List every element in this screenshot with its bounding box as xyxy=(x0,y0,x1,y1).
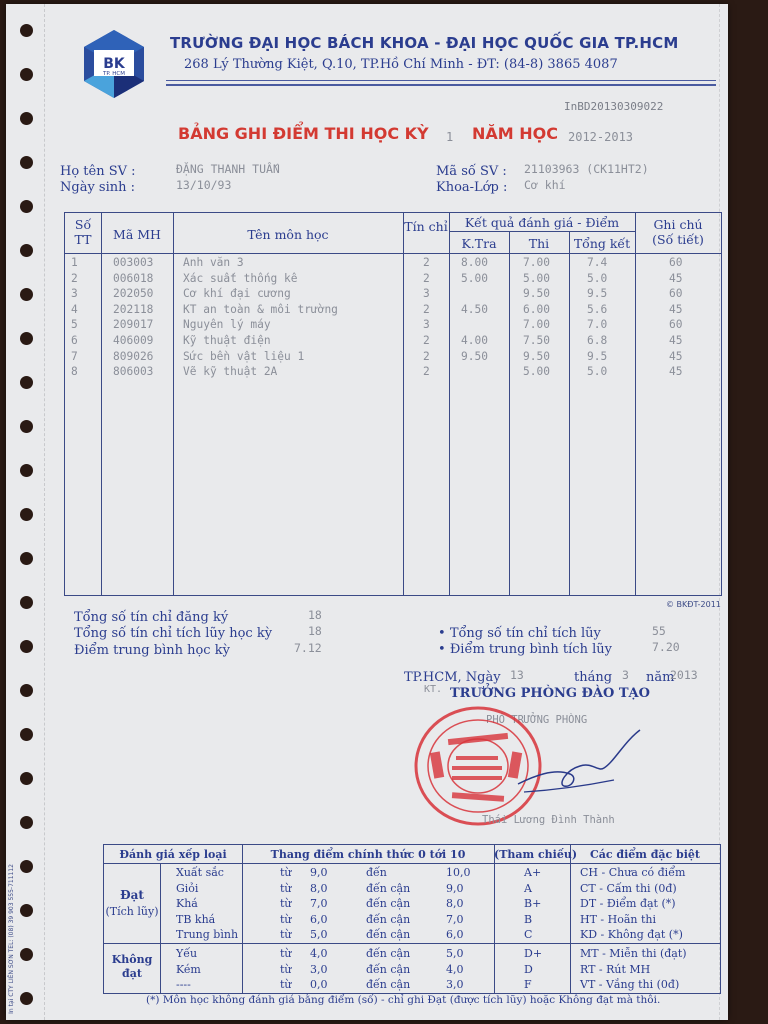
legend-from-word: từ xyxy=(280,866,292,879)
legend-to-word: đến cận xyxy=(366,962,411,976)
row-subject: Sức bền vật liệu 1 xyxy=(183,349,305,363)
row-stt: 1 xyxy=(71,256,78,269)
row-ktra: 4.00 xyxy=(461,334,488,347)
row-hours: 60 xyxy=(669,318,683,332)
row-subject: Vẽ kỹ thuật 2A xyxy=(183,365,278,379)
punch-hole xyxy=(20,684,33,697)
row-thi: 7.00 xyxy=(523,318,550,332)
row-thi: 9.50 xyxy=(523,287,550,301)
row-stt: 3 xyxy=(71,287,78,301)
legend-special: MT - Miễn thi (đạt) xyxy=(580,947,687,960)
legend-footnote: (*) Môn học không đánh giá bằng điểm (số) - chỉ ghi Đạt (được tích lũy) hoặc Không đạt mà thôi. xyxy=(146,994,661,1006)
row-hours: 45 xyxy=(669,365,683,379)
row-code: 406009 xyxy=(113,334,154,347)
col-thi: Thi xyxy=(528,236,550,251)
name-label: Họ tên SV xyxy=(60,164,128,179)
legend-from-word: từ xyxy=(280,962,292,976)
legend-rating-name: Xuất sắc xyxy=(176,866,224,879)
row-stt: 5 xyxy=(71,318,78,332)
legend-to-word: đến cận xyxy=(366,881,411,895)
punch-hole xyxy=(20,376,33,389)
row-credits: 3 xyxy=(423,318,430,332)
document-id: InBD20130309022 xyxy=(564,100,664,113)
row-ktra: 9.50 xyxy=(461,349,488,363)
punch-hole xyxy=(20,992,33,1005)
student-name: ĐẶNG THANH TUẤN xyxy=(176,162,280,176)
legend-group-pass: Đạt xyxy=(120,888,144,902)
legend-to-value: 8,0 xyxy=(446,897,464,911)
row-stt: 2 xyxy=(71,271,78,285)
row-total: 9.5 xyxy=(587,287,608,301)
date-of-birth: 13/10/93 xyxy=(176,178,232,192)
legend-ref: A+ xyxy=(524,866,542,879)
row-code: 809026 xyxy=(113,349,154,363)
row-subject: Cơ khí đại cương xyxy=(183,287,291,301)
col-code: Mã MH xyxy=(113,227,161,242)
row-subject: KT an toàn & môi trường xyxy=(183,302,338,316)
punch-hole xyxy=(20,508,33,521)
row-stt: 6 xyxy=(71,334,78,347)
row-total: 7.0 xyxy=(587,318,608,332)
punch-hole xyxy=(20,948,33,961)
punch-hole xyxy=(20,288,33,301)
punch-hole xyxy=(20,860,33,873)
legend-from-word: từ xyxy=(280,881,292,895)
legend-rating-name: Khá xyxy=(176,897,198,911)
legend-ref: B+ xyxy=(524,897,542,911)
header-rule-thick xyxy=(166,84,716,86)
row-code: 003003 xyxy=(113,256,154,269)
legend-to-value: 5,0 xyxy=(446,947,464,960)
cumulative-gpa-label: Điểm trung bình tích lũy xyxy=(449,642,612,657)
punch-hole xyxy=(20,24,33,37)
legend-special: DT - Điểm đạt (*) xyxy=(580,897,676,911)
row-hours: 45 xyxy=(669,271,683,285)
legend-rating-name: Yếu xyxy=(176,947,198,960)
legend-from-word: từ xyxy=(280,978,292,992)
semester-accum-label: Tổng số tín chỉ tích lũy học kỳ xyxy=(74,626,273,641)
punch-hole xyxy=(20,244,33,257)
student-id-label: Mã số SV xyxy=(436,164,499,179)
row-hours: 45 xyxy=(669,302,683,316)
year-label: năm xyxy=(646,670,675,685)
legend-ref: D xyxy=(524,962,533,976)
legend-from-value: 0,0 xyxy=(310,978,328,992)
legend-from-value: 3,0 xyxy=(310,962,328,976)
row-total: 5.6 xyxy=(587,302,608,316)
sign-month: 3 xyxy=(622,668,629,682)
legend-to-value: 9,0 xyxy=(446,881,464,895)
row-credits: 2 xyxy=(423,302,430,316)
legend-ref: F xyxy=(524,978,532,992)
place-date-label: TP.HCM, Ngày xyxy=(404,670,501,685)
dob-label: Ngày sinh xyxy=(60,180,127,195)
semester-gpa-label: Điểm trung bình học kỳ xyxy=(74,643,230,658)
legend-rating-name: Kém xyxy=(176,962,201,976)
school-address: 268 Lý Thường Kiệt, Q.10, TP.Hồ Chí Minh - ĐT: (84-8) 3865 4087 xyxy=(184,57,618,72)
registered-credits: 18 xyxy=(308,608,322,622)
punch-hole xyxy=(20,552,33,565)
legend-col-scale: Thang điểm chính thức 0 tới 10 xyxy=(270,848,466,861)
logo-subtext: TP. HCM xyxy=(102,71,126,77)
punch-hole xyxy=(20,640,33,653)
legend-from-value: 9,0 xyxy=(310,866,328,879)
month-label: tháng xyxy=(574,670,613,685)
punch-hole xyxy=(20,772,33,785)
faculty-label: Khoa-Lớp xyxy=(436,180,499,195)
legend-from-value: 5,0 xyxy=(310,928,328,942)
legend-ref: C xyxy=(524,928,533,942)
sign-day: 13 xyxy=(510,668,524,682)
col-total: Tổng kết xyxy=(573,236,631,251)
row-ktra: 4.50 xyxy=(461,302,488,316)
row-hours: 60 xyxy=(669,287,683,301)
legend-col-rating: Đánh giá xếp loại xyxy=(119,848,227,861)
punch-hole xyxy=(20,200,33,213)
row-stt: 4 xyxy=(71,302,78,316)
school-year-label: NĂM HỌC xyxy=(472,124,558,143)
punch-hole xyxy=(20,332,33,345)
row-thi: 5.00 xyxy=(523,365,550,379)
legend-to-word: đến cận xyxy=(366,928,411,942)
printer-note: In tại CTY LIÊN SƠN TEL: (08) 39 903 555-711112 xyxy=(8,864,15,1014)
signer-name: Thái Lương Đình Thành xyxy=(482,814,615,826)
legend-to-word: đến cận xyxy=(366,897,411,911)
legend-from-value: 4,0 xyxy=(310,947,328,960)
row-ktra: 8.00 xyxy=(461,256,488,269)
legend-ref: A xyxy=(524,881,532,895)
school-year: 2012-2013 xyxy=(568,130,634,144)
kt-label: KT. xyxy=(424,684,443,695)
legend-to-word: đến cận xyxy=(366,978,411,992)
student-id: 21103963 (CK11HT2) xyxy=(524,162,649,176)
faculty-class: Cơ khí xyxy=(524,178,566,192)
row-credits: 3 xyxy=(423,287,430,301)
legend-to-value: 6,0 xyxy=(446,928,464,942)
registered-credits-label: Tổng số tín chỉ đăng ký xyxy=(74,610,229,625)
legend-special: VT - Vắng thi (0đ) xyxy=(580,978,680,992)
cumulative-gpa: 7.20 xyxy=(652,640,680,654)
row-credits: 2 xyxy=(423,271,430,285)
punch-hole xyxy=(20,596,33,609)
document-title: BẢNG GHI ĐIỂM THI HỌC KỲ xyxy=(178,124,429,143)
row-total: 6.8 xyxy=(587,334,608,347)
legend-group-pass-sub: (Tích lũy) xyxy=(105,905,159,918)
grades-table xyxy=(64,212,722,596)
legend-to-word: đến cận xyxy=(366,947,411,960)
col-stt: Số TT xyxy=(74,217,92,247)
legend-group-fail-1: Không xyxy=(111,953,153,966)
row-code: 202118 xyxy=(113,302,154,316)
row-thi: 9.50 xyxy=(523,349,550,363)
legend-ref: D+ xyxy=(524,947,543,960)
row-code: 006018 xyxy=(113,271,154,285)
total-accum: 55 xyxy=(652,624,666,638)
semester-accum: 18 xyxy=(308,624,322,638)
row-hours: 45 xyxy=(669,334,683,347)
punch-hole xyxy=(20,728,33,741)
legend-to-value: 3,0 xyxy=(446,978,464,992)
row-credits: 2 xyxy=(423,349,430,363)
legend-to-word: đến cận xyxy=(366,912,411,926)
row-total: 5.0 xyxy=(587,365,608,379)
col-ktra: K.Tra xyxy=(461,236,497,251)
col-subject: Tên môn học xyxy=(247,227,329,242)
row-credits: 2 xyxy=(423,334,430,347)
row-hours: 45 xyxy=(669,349,683,363)
header-rule xyxy=(166,80,716,81)
punch-hole xyxy=(20,156,33,169)
deputy-title: PHÓ TRƯỞNG PHÒNG xyxy=(486,714,588,726)
legend-from-word: từ xyxy=(280,947,292,960)
row-subject: Xác suất thống kê xyxy=(183,271,298,285)
office-title: TRƯỞNG PHÒNG ĐÀO TẠO xyxy=(450,686,650,701)
legend-from-value: 8,0 xyxy=(310,881,328,895)
row-total: 5.0 xyxy=(587,271,608,285)
row-hours: 60 xyxy=(669,256,683,269)
row-ktra: 5.00 xyxy=(461,271,488,285)
row-total: 7.4 xyxy=(587,256,608,269)
legend-from-word: từ xyxy=(280,897,292,911)
legend-from-value: 6,0 xyxy=(310,912,328,926)
row-credits: 2 xyxy=(423,256,430,269)
semester-gpa: 7.12 xyxy=(294,641,322,655)
punch-hole xyxy=(20,816,33,829)
punch-hole xyxy=(20,904,33,917)
legend-group-fail-2: đạt xyxy=(122,967,142,980)
sign-year: 2013 xyxy=(670,668,698,682)
col-note: Ghi chú (Số tiết) xyxy=(652,217,704,247)
row-credits: 2 xyxy=(423,365,430,379)
row-subject: Kỹ thuật điện xyxy=(183,334,271,347)
perforation-line xyxy=(44,4,45,1020)
legend-col-special: Các điểm đặc biệt xyxy=(589,848,701,861)
transcript-sheet: In tại CTY LIÊN SƠN TEL: (08) 39 903 555-711112 BK TP. HCM TRƯỜNG ĐẠI HỌC BÁCH KHOA - ĐẠI HỌC QUỐC GIA TP.HCM 268 Lý Thường Kiệt, Q.10, TP.Hồ Chí Minh - ĐT: (84-8) 3865 4087 InBD20130309022 BẢNG GHI ĐIỂM THI HỌC KỲ 1 NĂM HỌC 2012-2013 Họ tên SV : ĐẶNG THANH TUẤN Ngày sinh : 13/10/93 Mã số SV : 21103963 (CK11HT2) Khoa-Lớp : Cơ khí Số TT Mã MH Tên môn học Tín chỉ Kết quả đánh giá - Điểm K.Tra Thi Tổng kết Ghi chú (Số tiết) 1 003003 Anh văn 3 2 8.00 7.00 7.4 60 2 006018 Xác suất thống kê 2 5.00 5.00 5.0 45 3 202050 Cơ khí đại cương 3 9.50 9.5 60 4 202118 KT an toàn & môi trường 2 4.50 6.00 5.6 45 5 209017 Nguyên lý máy 3 7.00 7.0 60 6 406009 Kỹ thuật điện 2 4.00 7.50 6.8 45 7 809026 Sức bền vật liệu 1 2 9.50 9.50 9.5 45 8 806003 Vẽ kỹ thuật 2A 2 5.00 5.0 45 © BKĐT-2011 Tổng số tín chỉ đăng ký 18 Tổng số tín chỉ tích lũy học kỳ 18 Điểm trung bình học kỳ 7.12 • Tổng số tín chỉ tích lũy 55 • Điểm trung bình tích lũy 7.20 TP.HCM, Ngày 13 tháng 3 năm 2013 KT. TRƯỞNG PHÒNG ĐÀO TẠO PHÓ TRƯỞNG PHÒNG Thái Lương Đình Thành Đánh giá xếp loại Thang điểm chính thức 0 tới 10 (Tham chiếu) Các điểm đặc biệt Đạt (Tích lũy) Không đạt Xuất sắc từ 9,0 đến 10,0 A+ CH - Chưa có điểm Giỏi từ 8,0 đến cận 9,0 A CT - Cấm thi (0đ) Khá từ 7,0 đến cận 8,0 B+ DT - Điểm đạt (*) TB khá từ 6,0 đến cận 7,0 B HT - Hoãn thi Trung bình từ 5,0 đến cận 6,0 C KD - Không đạt (*) Yếu từ 4,0 đến cận 5,0 D+ MT - Miễn thi (đạt) Kém từ 3,0 đến cận 4,0 D RT - Rút MH ---- từ 0,0 đến cận 3,0 F VT - Vắng thi (0đ) (*) Môn học không đánh giá bằng điểm (số) - chỉ ghi Đạt (được tích lũy) hoặc Không đạt mà thôi. xyxy=(6,4,728,1020)
legend-special: KD - Không đạt (*) xyxy=(580,928,683,942)
punch-hole xyxy=(20,68,33,81)
signature xyxy=(514,722,644,812)
semester-number: 1 xyxy=(446,130,454,144)
punch-hole xyxy=(20,464,33,477)
legend-rating-name: ---- xyxy=(176,978,191,992)
legend-special: HT - Hoãn thi xyxy=(580,912,657,926)
legend-ref: B xyxy=(524,912,533,926)
row-thi: 5.00 xyxy=(523,271,550,285)
legend-special: CH - Chưa có điểm xyxy=(580,866,686,879)
row-code: 806003 xyxy=(113,365,154,379)
col-credits: Tín chỉ xyxy=(404,219,448,234)
punch-hole xyxy=(20,420,33,433)
legend-rating-name: TB khá xyxy=(176,912,216,926)
legend-col-ref: (Tham chiếu) xyxy=(494,848,578,861)
legend-from-word: từ xyxy=(280,928,292,942)
row-total: 9.5 xyxy=(587,349,608,363)
row-thi: 6.00 xyxy=(523,302,550,316)
legend-special: RT - Rút MH xyxy=(580,962,651,976)
perforation-holes xyxy=(20,4,40,1020)
row-stt: 8 xyxy=(71,365,78,379)
legend-rating-name: Giỏi xyxy=(176,881,199,895)
legend-special: CT - Cấm thi (0đ) xyxy=(580,881,677,895)
copyright: © BKĐT-2011 xyxy=(666,600,721,609)
grading-legend xyxy=(103,844,721,994)
legend-rating-name: Trung bình xyxy=(176,928,239,942)
legend-to-word: đến xyxy=(366,866,387,879)
row-stt: 7 xyxy=(71,349,78,363)
row-code: 202050 xyxy=(113,287,154,301)
row-code: 209017 xyxy=(113,318,154,332)
legend-to-value: 4,0 xyxy=(446,962,464,976)
row-subject: Anh văn 3 xyxy=(183,256,244,269)
logo-text: BK xyxy=(103,56,125,72)
legend-from-value: 7,0 xyxy=(310,897,328,911)
legend-from-word: từ xyxy=(280,912,292,926)
bk-logo xyxy=(78,28,150,100)
legend-to-value: 10,0 xyxy=(446,866,471,879)
school-name: TRƯỜNG ĐẠI HỌC BÁCH KHOA - ĐẠI HỌC QUỐC GIA TP.HCM xyxy=(170,34,679,52)
row-subject: Nguyên lý máy xyxy=(183,318,271,332)
row-thi: 7.00 xyxy=(523,256,550,269)
col-result: Kết quả đánh giá - Điểm xyxy=(464,215,620,230)
legend-to-value: 7,0 xyxy=(446,912,464,926)
total-accum-label: Tổng số tín chỉ tích lũy xyxy=(449,626,601,641)
punch-hole xyxy=(20,112,33,125)
row-thi: 7.50 xyxy=(523,334,550,347)
